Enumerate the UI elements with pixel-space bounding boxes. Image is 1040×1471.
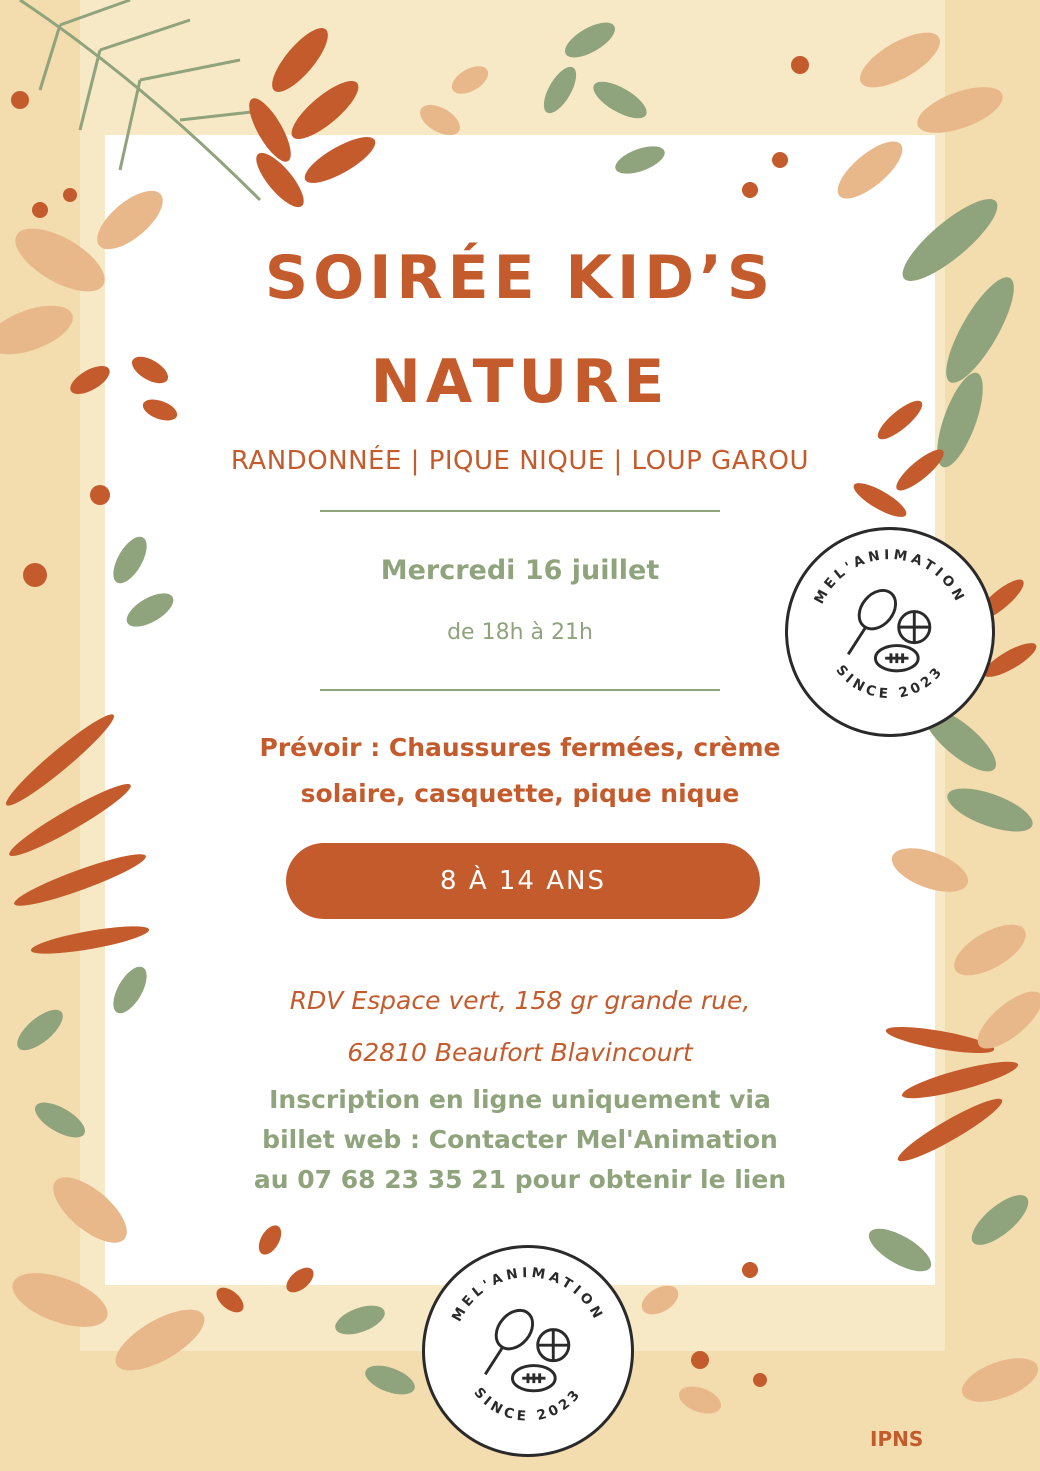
logo-emblem-icon (425, 1248, 631, 1454)
address-block (0, 975, 1040, 1079)
melanimation-logo-bottom (422, 1245, 634, 1457)
divider-bottom (320, 689, 720, 691)
divider-top (320, 510, 720, 512)
inscription-line-1: Inscription en ligne uniquement via (269, 1085, 771, 1114)
logo-bottom-text: SINCE 2023 (832, 662, 948, 703)
svg-text:MEL'ANIMATION (449, 1265, 607, 1325)
inscription-line-2: billet web : Contacter Mel'Animation (262, 1125, 778, 1154)
address-line-1: RDV Espace vert, 158 gr grande rue, (289, 986, 751, 1015)
prevoir-block (0, 725, 1040, 817)
melanimation-logo-top (785, 527, 995, 737)
svg-text:MEL'ANIMATION (811, 547, 968, 607)
activities-list: RANDONNÉE | PIQUE NIQUE | LOUP GAROU (230, 446, 810, 476)
logo-emblem-icon (788, 530, 992, 734)
svg-text:SINCE 2023 (832, 662, 947, 702)
title-line-1: SOIRÉE KID’S (264, 243, 776, 313)
title-line-2: NATURE (370, 347, 670, 417)
prevoir-line-2: solaire, casquette, pique nique (300, 779, 740, 808)
event-date: Mercredi 16 juillet (380, 555, 660, 586)
event-time: de 18h à 21h (447, 620, 593, 645)
age-range-badge: 8 À 14 ANS (286, 843, 760, 919)
address-line-2: 62810 Beaufort Blavincourt (347, 1038, 693, 1067)
inscription-line-3: au 07 68 23 35 21 pour obtenir le lien (253, 1165, 787, 1194)
ipns-label: IPNS (870, 1427, 924, 1451)
logo-bottom-text: SINCE 2023 (470, 1384, 586, 1425)
logo-top-text: MEL'ANIMATION (811, 546, 969, 607)
prevoir-line-1: Prévoir : Chaussures fermées, crème (259, 733, 781, 762)
logo-top-text: MEL'ANIMATION (448, 1264, 608, 1325)
inscription-block (0, 1080, 1040, 1200)
